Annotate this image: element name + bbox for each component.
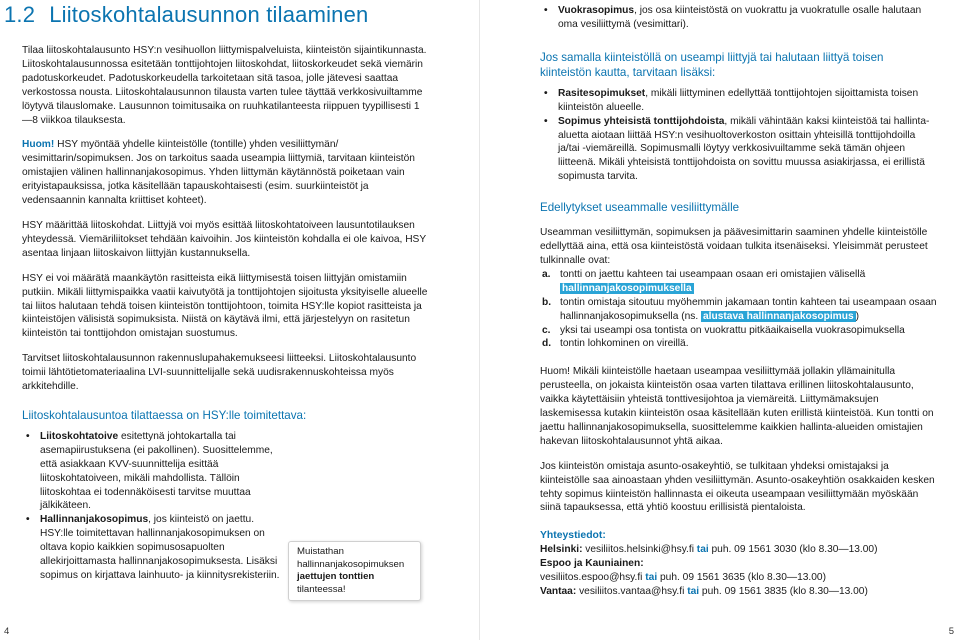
requirements-heading: Edellytykset useammalle vesiliittymälle (540, 201, 740, 215)
contacts-heading: Yhteystiedot: (540, 530, 606, 542)
item-title: Vuokrasopimus (558, 5, 635, 16)
heading-number: 1.2 (4, 2, 36, 27)
highlight-term: alustava hallinnanjakosopimus (703, 310, 854, 322)
intro-paragraph: Tilaa liitoskohtalausunto HSY:n vesihuollon liittymispalveluista, kiinteistön sijaintikunnasta. Liitoskohtalausunnossa esitetään tonttijohtojen liitoskohdat, liitoskorkeudet sekä viemärin padotuskorkeudet. Padotuskorkeudella tarkoitetaan sitä tasoa, jolle jätevesi saattaa verkostossa nousta. Liitoskohtalausunnon tilausta varten tulee täyttää verkkosivuiltamme löytyvä tilauslomake. Lausunnon toimitusaika on ruuhkatilanteesta riippuen tyypillisesti 1—8 viikkoa tilauksesta. (22, 45, 427, 126)
bullet-icon: • (544, 5, 548, 16)
item-yhteiset-tonttijohdot (540, 115, 938, 185)
contact-email[interactable]: vesiliitos.helsinki@hsy.fi (582, 544, 697, 556)
right-page (480, 0, 960, 640)
deliver-item-title: Liitoskohtatoive (40, 430, 119, 442)
item-text-end: ) (855, 310, 860, 322)
contact-espoo (540, 571, 938, 585)
rasitteet-paragraph: HSY ei voi määrätä maankäytön rasitteista eikä liittymisestä toisen liittyjän omistamiin putkiin. Mikäli liittymispaikka vaatii kaivutyötä ja tonttijohtojen sijoitusta yksityiselle alueelle tai liitos halutaan tehdä toisen kiinteistön tonttijohtoon, toimita HSY:lle kopiot rasitteista ja kiinteistöjen välisistä sopimuksista. Niistä on käytävä ilmi, että järjestelyyn on rasitetun kiinteistön tai tonttijohdon omistajan suostumus. (22, 272, 428, 340)
contact-city: Espoo ja Kauniainen: (540, 558, 644, 570)
contact-city: Helsinki: (540, 544, 583, 556)
contact-or: tai (696, 544, 709, 556)
item-text: tontin lohkominen on vireillä. (560, 338, 689, 350)
deliver-item-text: , jos kiinteistö on jaettu. HSY:lle toimitettavan hallinnanjakosopimuksen on oltava kopio kaikkien sopimusosapuolten allekirjoittamasta hallinnanjakosopimuksesta. Lisäksi sopimus on kirjattava lainhuuto- ja kiinnitysrekisteriin. (40, 514, 280, 581)
deliver-item-liitoskohtatoive (22, 430, 290, 513)
item-letter: a. (542, 268, 551, 280)
deliver-heading: Liitoskohtalausuntoa tilattaessa on HSY:lle toimitettava: (22, 408, 307, 422)
deliver-item-title: Hallinnanjakosopimus (40, 514, 149, 526)
asunto-osakeyhtio-paragraph: Jos kiinteistön omistaja asunto-osakeyhtiö, se tulkitaan yhdeksi omistajaksi ja kiinteistölle saa ainoastaan yhden vesiliittymän. Asunto-osakeyhtiön osakkaiden kesken tehty sopimus kiinteistön hallinnasta ei oikeuta useampaan vesiliittymään myöskään siinä tapauksessa, että yhtiö koostuu erillisistä pientaloista. (540, 460, 935, 514)
contact-helsinki (540, 543, 938, 557)
requirement-item (540, 337, 938, 351)
reminder-note (288, 541, 421, 601)
lausunto-usage-paragraph: Tarvitset liitoskohtalausunnon rakennuslupahakemukseesi liitteeksi. Liitoskohtalausunto toimii lähtötietomateriaalina LVI-suunnittelijalle sekä uudisrakennuskohteissa myös arkkitehdille. (22, 353, 417, 393)
page-number-right: 5 (948, 626, 954, 637)
contacts-block (540, 543, 938, 599)
deliver-item-hallinnanjakosopimus (22, 513, 290, 583)
item-vuokrasopimus (540, 4, 938, 32)
item-title: Rasitesopimukset (558, 87, 646, 99)
item-text: , jos osa kiinteistöstä on vuokrattu ja vuokratulle osalle halutaan oma vesiliittymä (vesimittari). (558, 5, 922, 30)
item-letter: b. (542, 296, 552, 308)
contact-espoo-title (540, 557, 938, 571)
requirement-item (540, 324, 938, 338)
bullet-icon: • (544, 87, 548, 99)
multi-heading: Jos samalla kiinteistöllä on useampi liittyjä tai halutaan liittyä toisen kiinteistön kautta, tarvitaan lisäksi: (540, 50, 884, 79)
contact-email[interactable]: vesiliitos.espoo@hsy.fi (540, 572, 646, 584)
requirement-item (540, 268, 938, 296)
left-column (22, 44, 428, 583)
multi-list (540, 87, 938, 184)
huom-paragraph-right: Huom! Mikäli kiinteistölle haetaan useampaa vesiliittymää jollakin yllämainitulla perusteella, on jokaista kiinteistön osaa varten tilattava erillinen liitoskohtalausunto, vaikka käytettäisiin yhteistä tonttivesijohtoa ja viemäreitä. Liittymämaksujen laskemisessa kutakin kiinteistön osaa käsitellään kuten erillistä kiinteistöä. Kun tontti on jaettu hallinnanjakosopimuksella, suosittelemme kaikkien hallinta-alueiden omistajien hakevan liitoskohtalausunnot yhtä aikaa. (540, 366, 934, 447)
huom-paragraph (22, 138, 428, 208)
contact-phone: puh. 09 1561 3835 (klo 8.30—13.00) (699, 586, 868, 598)
huom-label: Huom! (22, 139, 55, 151)
item-letter: c. (542, 324, 551, 336)
requirements-intro: Useamman vesiliittymän, sopimuksen ja päävesimittarin saaminen yhdelle kiinteistölle edellyttää aina, että osa kiinteistöstä voidaan tulkita itsenäiseksi. Yleisimmät perusteet tulkinnalle ovat: (540, 227, 928, 266)
heading-title: Liitoskohtalausunnon tilaaminen (49, 2, 369, 27)
right-column (540, 4, 938, 599)
requirement-item (540, 296, 938, 324)
contact-or: tai (687, 586, 700, 598)
deliver-list (22, 430, 290, 583)
item-rasitesopimukset (540, 87, 938, 115)
item-letter: d. (542, 338, 552, 350)
note-text: Muistathan hallinnanjakosopimuksen (297, 546, 405, 570)
huom-text: HSY myöntää yhdelle kiinteistölle (tontille) yhden vesiliittymän/ vesimittarin/sopimuksen. Jos on tarkoitus saada useampia liittymiä, tarvitaan kiinteistön omistajien välinen hallinnanjakosopimus. Yhden liittymän käytännöstä poiketaan vain erityistapauksissa, jotka käsitellään tapauskohtaisesti (esim. suurkiinteistöt ja vedensaannin kannalta kriittiset kohteet). (22, 139, 415, 207)
contact-vantaa (540, 585, 938, 599)
deliver-item-text: esitettynä johtokartalla tai asemapiirustuksena (ei pakollinen). Suosittelemme, että asiakkaan KVV-suunnittelija esittää liitoskohtatoiveen, mikäli mahdollista. Tällöin liitoskohtaa ei todennäköisesti tarvitse muuttaa jälkikäteen. (40, 430, 273, 512)
page-number-left: 4 (4, 626, 10, 637)
highlight-term: hallinnanjakosopimuksella (562, 282, 692, 294)
contact-or: tai (645, 572, 658, 584)
liitoskohdat-paragraph: HSY määrittää liitoskohdat. Liittyjä voi myös esittää liitoskohtatoiveen lausuntotilauksen yhteydessä. Viemäriliitokset tehdään kaivoihin. Jos kiinteistön kohdalla ei ole kaivoa, HSY asentaa linjaan liitoskaivon liittyjän kustannuksella. (22, 219, 426, 259)
contact-email[interactable]: vesiliitos.vantaa@hsy.fi (576, 586, 688, 598)
contact-city: Vantaa: (540, 586, 577, 598)
contact-phone: puh. 09 1561 3030 (klo 8.30—13.00) (708, 544, 878, 556)
item-text: yksi tai useampi osa tontista on vuokrattu pitkäaikaisella vuokrasopimuksella (560, 324, 905, 336)
vuokrasopimus-list (540, 4, 938, 32)
item-text: tontti on jaettu kahteen tai useampaan osaan eri omistajien välisellä (560, 268, 866, 280)
item-text: , mikäli vähintään kaksi kiinteistöä tai hallinta-aluetta aiotaan liittää HSY:n vesihuoltoverkoston osittain yhteisillä tonttijohdoilla ja/tai -viemäreillä. Sopimusmalli löytyy verkkosivuiltamme sekä tämän ohjeen liitteenä. Mikäli yhteisistä tonttijohdoista on sovittu muussa asiakirjassa, ei erillistä sopimusta tarvita. (558, 115, 930, 183)
bullet-icon: • (26, 430, 30, 442)
item-text: , mikäli liittyminen edellyttää tonttijohtojen sijoittamista toisen kiinteistön alueelle. (558, 87, 919, 113)
bullet-icon: • (26, 514, 30, 526)
page-heading (4, 2, 369, 28)
item-text: tontin omistaja sitoutuu myöhemmin jakamaan tontin kahteen tai useampaan osaan hallinnanjakosopimuksella (ns. (560, 296, 937, 322)
requirements-list (540, 268, 938, 351)
item-title: Sopimus yhteisistä tonttijohdoista (558, 115, 725, 127)
note-tail: tilanteessa! (297, 583, 346, 595)
contact-phone: puh. 09 1561 3635 (klo 8.30—13.00) (657, 572, 826, 584)
note-bold: jaettujen tonttien (297, 571, 375, 582)
bullet-icon: • (544, 115, 548, 127)
